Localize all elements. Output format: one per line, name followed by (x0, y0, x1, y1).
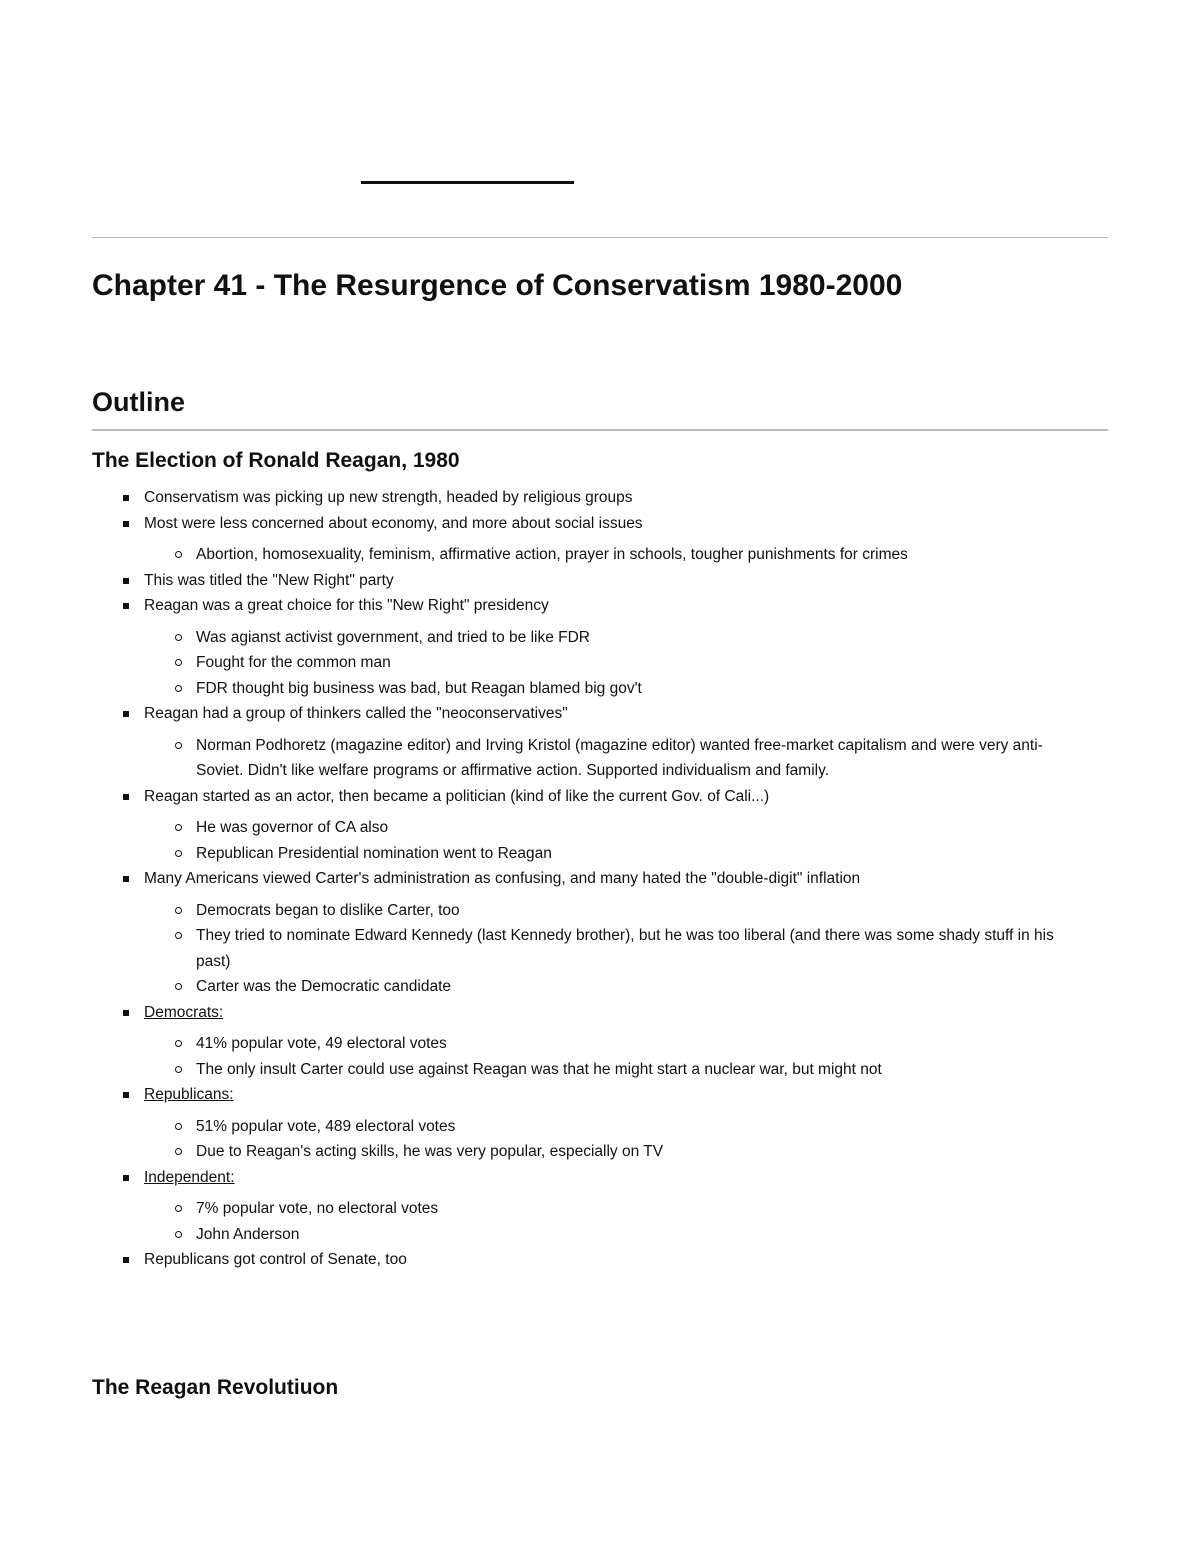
sub-list-item: Fought for the common man (144, 650, 1086, 676)
sub-list-item: Democrats began to dislike Carter, too (144, 898, 1086, 924)
list-item: Many Americans viewed Carter's administration as confusing, and many hated the "double-digit" inflation Democrats began to dislike Carter, too They tried to nominate Edward Kennedy (last Kennedy brother), but he was too liberal (and there was some shady stuff in his past) Carter was the Democratic candidate (92, 866, 1092, 1000)
sub-list-item: Was agianst activist government, and tried to be like FDR (144, 625, 1086, 651)
sub-list-item: John Anderson (144, 1222, 1086, 1248)
sub-list-item: Norman Podhoretz (magazine editor) and Irving Kristol (magazine editor) wanted free-market capitalism and were very anti-Soviet. Didn't like welfare programs or affirmative action. Supported individualism and family. (144, 733, 1086, 784)
list-item: Republicans got control of Senate, too (92, 1247, 1092, 1273)
sub-list-item: The only insult Carter could use against Reagan was that he might start a nuclear war, but might not (144, 1057, 1086, 1083)
list-item: This was titled the "New Right" party (92, 568, 1092, 594)
list-item: Conservatism was picking up new strength, headed by religious groups (92, 485, 1092, 511)
sub-list-item: Republican Presidential nomination went to Reagan (144, 841, 1086, 867)
sub-list-item: 51% popular vote, 489 electoral votes (144, 1114, 1086, 1140)
section-title-reagan-revolution: The Reagan Revolutiuon (92, 1376, 339, 1399)
sub-list-item: They tried to nominate Edward Kennedy (last Kennedy brother), but he was too liberal (and there was some shady stuff in his past) (144, 923, 1086, 974)
sub-list-item: Carter was the Democratic candidate (144, 974, 1086, 1000)
list-item: Reagan was a great choice for this "New Right" presidency Was agianst activist government, and tried to be like FDR Fought for the common man FDR thought big business was bad, but Reagan blamed big gov't (92, 593, 1092, 701)
outline-heading: Outline (92, 387, 185, 417)
section-title-election: The Election of Ronald Reagan, 1980 (92, 449, 460, 472)
list-item: Reagan started as an actor, then became a politician (kind of like the current Gov. of Cali...) He was governor of CA also Republican Presidential nomination went to Reagan (92, 784, 1092, 867)
list-item: Reagan had a group of thinkers called the "neoconservatives" Norman Podhoretz (magazine editor) and Irving Kristol (magazine editor) wanted free-market capitalism and were very anti-Soviet. Didn't like welfare programs or affirmative action. Supported individualism and family. (92, 701, 1092, 784)
sub-list-item: 7% popular vote, no electoral votes (144, 1196, 1086, 1222)
list-item-independent: Independent: 7% popular vote, no electoral votes John Anderson (92, 1165, 1092, 1248)
top-divider (92, 237, 1108, 238)
name-blank-line (361, 181, 574, 184)
election-outline-list (92, 485, 1092, 1273)
sub-list-item: 41% popular vote, 49 electoral votes (144, 1031, 1086, 1057)
list-item-republicans: Republicans: 51% popular vote, 489 electoral votes Due to Reagan's acting skills, he was very popular, especially on TV (92, 1082, 1092, 1165)
sub-list-item: Abortion, homosexuality, feminism, affirmative action, prayer in schools, tougher punishments for crimes (144, 542, 1086, 568)
sub-list-item: He was governor of CA also (144, 815, 1086, 841)
chapter-title: Chapter 41 - The Resurgence of Conservatism 1980-2000 (92, 269, 903, 302)
outline-divider (92, 429, 1108, 431)
list-item-democrats: Democrats: 41% popular vote, 49 electoral votes The only insult Carter could use against Reagan was that he might start a nuclear war, but might not (92, 1000, 1092, 1083)
list-item: Most were less concerned about economy, and more about social issues Abortion, homosexuality, feminism, affirmative action, prayer in schools, tougher punishments for crimes (92, 511, 1092, 568)
sub-list-item: FDR thought big business was bad, but Reagan blamed big gov't (144, 676, 1086, 702)
sub-list-item: Due to Reagan's acting skills, he was very popular, especially on TV (144, 1139, 1086, 1165)
